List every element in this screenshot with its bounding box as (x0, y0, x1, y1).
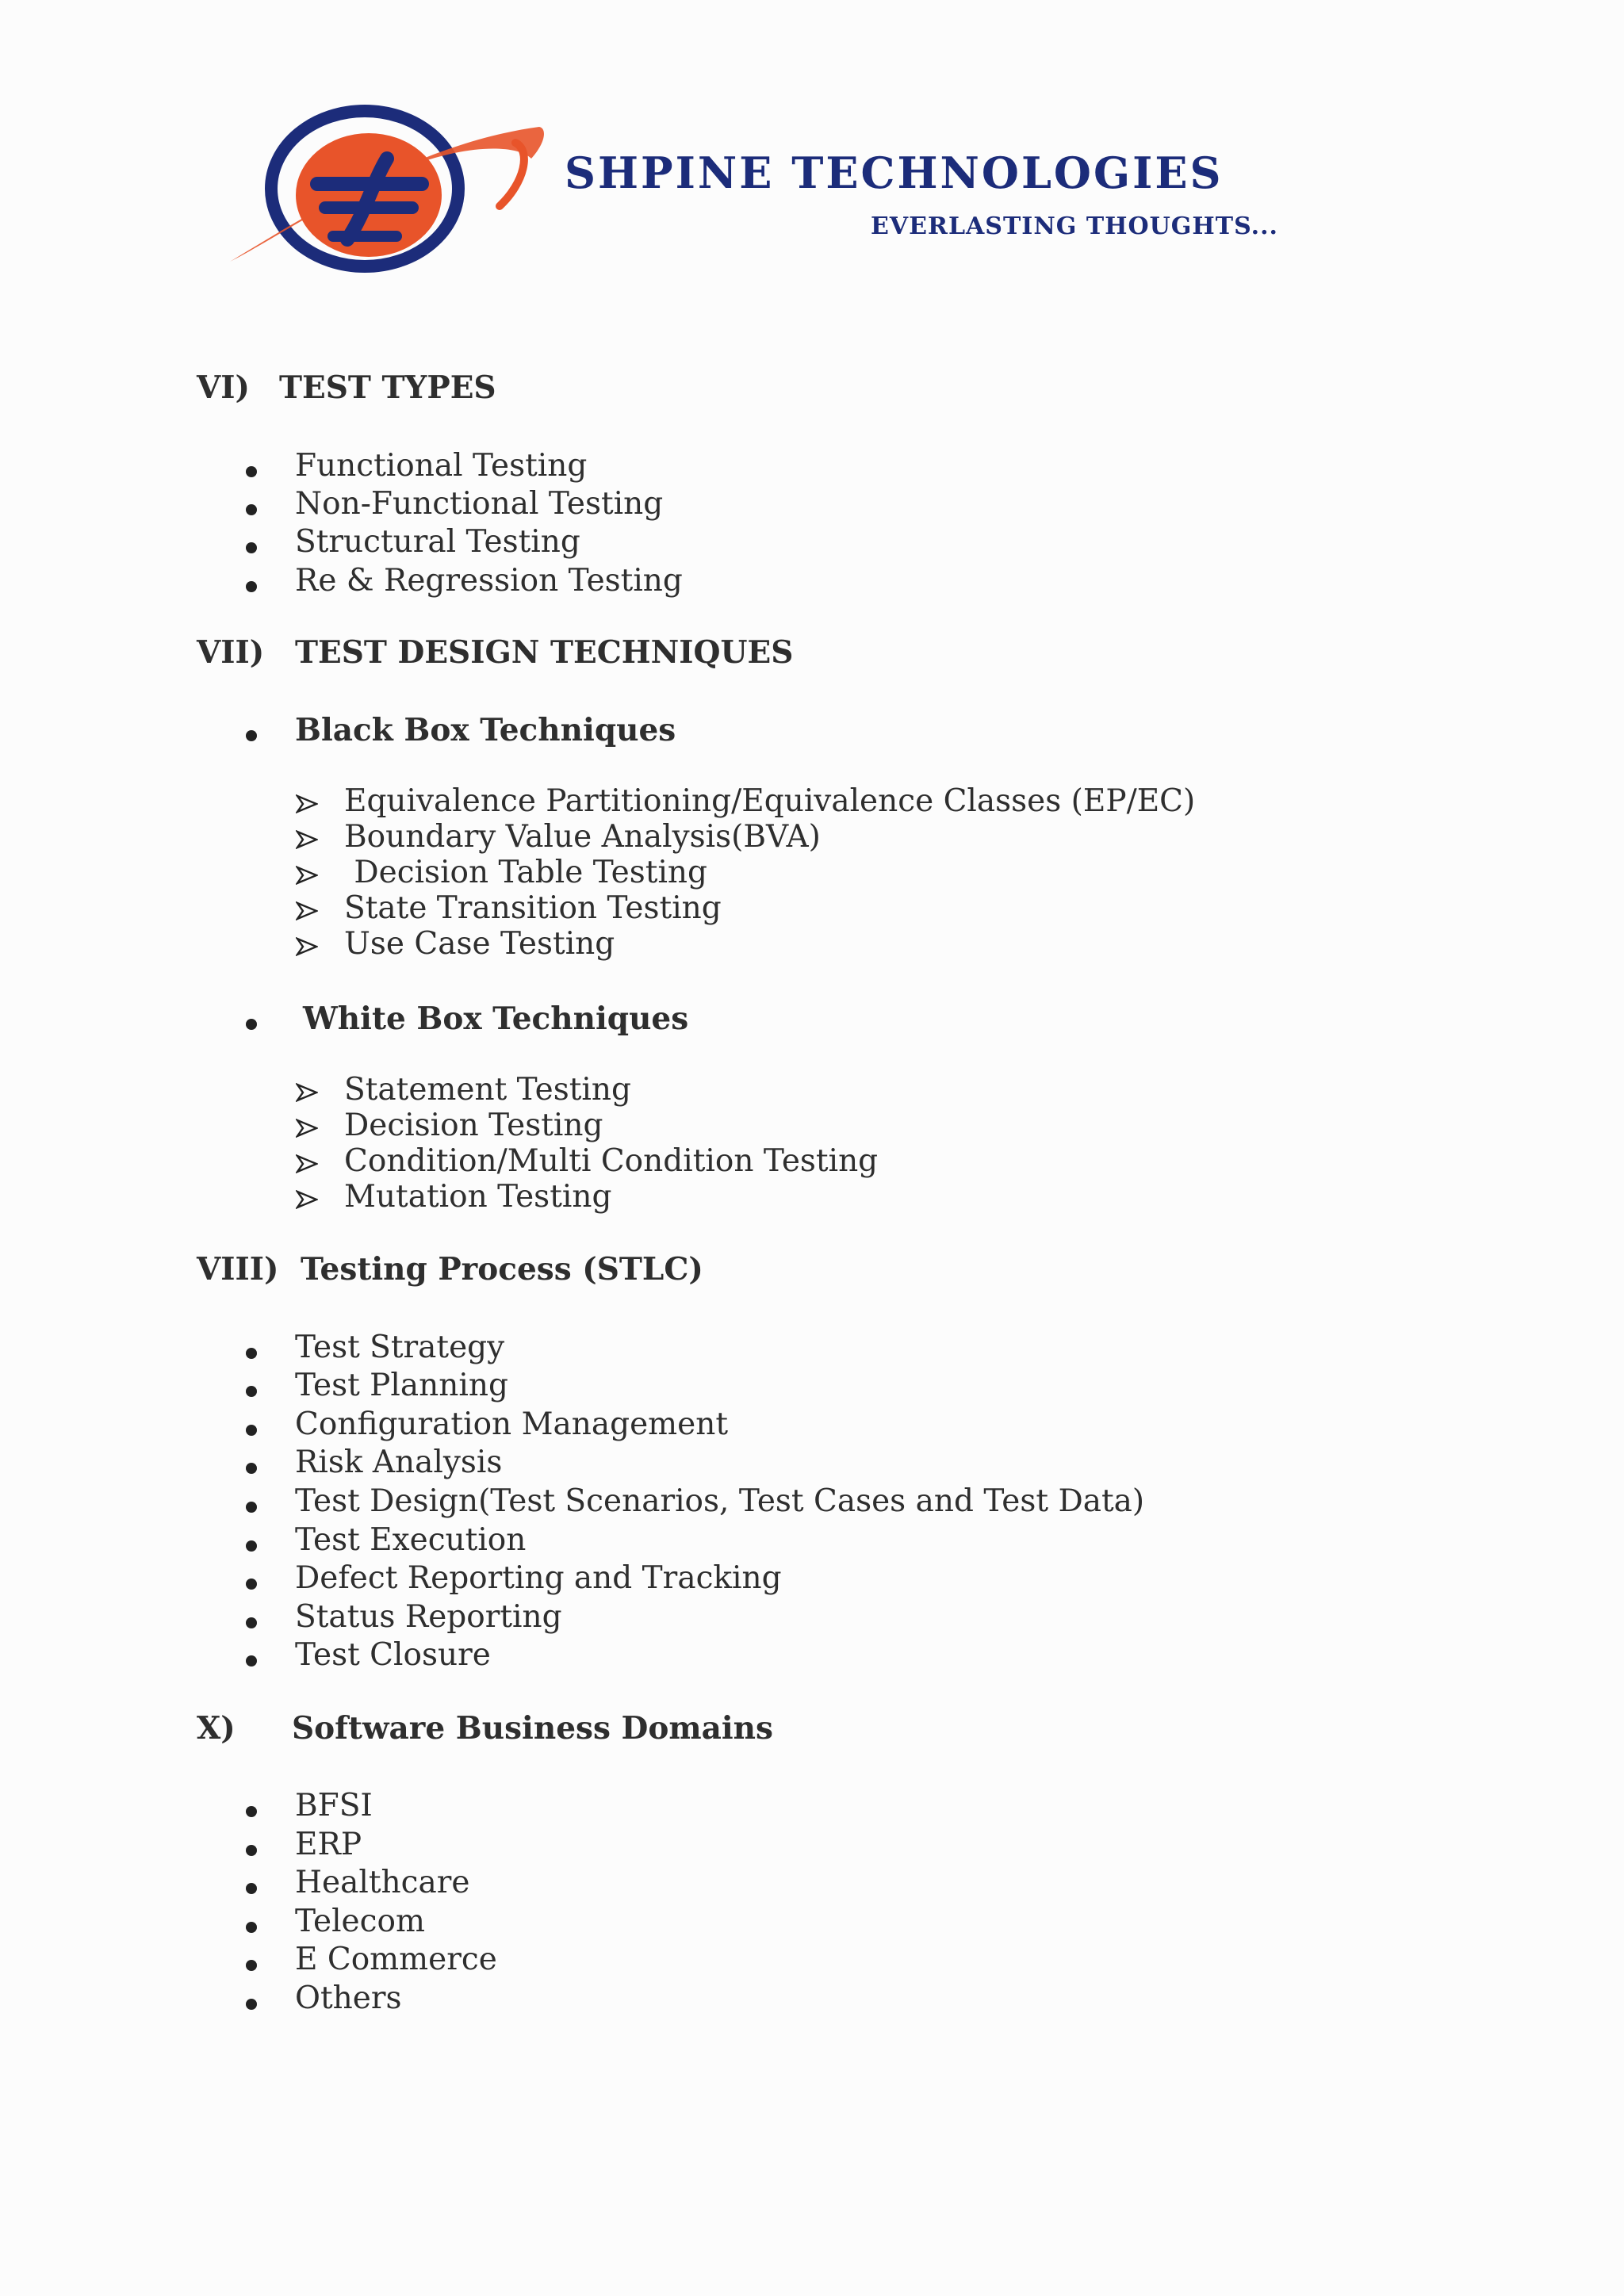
list-item-text: State Transition Testing (344, 890, 722, 926)
list-item-text: Test Closure (295, 1637, 491, 1673)
section-title: TEST DESIGN TECHNIQUES (295, 634, 794, 671)
bullet-icon (246, 1540, 257, 1552)
list-item-text: E Commerce (295, 1942, 497, 1977)
bullet-icon (246, 1655, 257, 1667)
list-item-text: Others (295, 1980, 402, 2016)
section-number: X) (197, 1710, 236, 1747)
arrowhead-bullet-icon (296, 866, 318, 885)
list-item-text: Statement Testing (344, 1072, 631, 1108)
bullet-icon (246, 542, 257, 553)
list-item-text: Healthcare (295, 1865, 470, 1900)
bullet-icon (246, 1922, 257, 1933)
bullet-icon (246, 1960, 257, 1971)
arrowhead-bullet-icon (296, 901, 318, 920)
bullet-icon (246, 581, 257, 592)
section-title: TEST TYPES (279, 369, 496, 406)
list-item-text: Mutation Testing (344, 1179, 612, 1215)
list-item-text: Boundary Value Analysis(BVA) (344, 819, 821, 855)
list-item-text: Structural Testing (295, 524, 580, 560)
list-item-text: Functional Testing (295, 448, 588, 484)
list-item-text: Test Strategy (295, 1330, 505, 1365)
arrowhead-bullet-icon (296, 937, 318, 956)
list-item-text: Decision Table Testing (344, 855, 708, 890)
section-title: Software Business Domains (292, 1710, 773, 1747)
section-heading-test-types (197, 369, 496, 406)
bullet-icon (246, 1425, 257, 1436)
arrowhead-bullet-icon (296, 1083, 318, 1102)
list-item-text: Telecom (295, 1904, 425, 1939)
bullet-icon (246, 1386, 257, 1397)
subsection-title: Black Box Techniques (295, 712, 676, 748)
bullet-icon (246, 1845, 257, 1856)
arrowhead-bullet-icon (296, 1190, 318, 1209)
list-item-text: Defect Reporting and Tracking (295, 1560, 782, 1596)
bullet-icon (246, 1999, 257, 2010)
list-item-text: Decision Testing (344, 1108, 603, 1143)
list-item-text: Non-Functional Testing (295, 486, 664, 522)
list-item-text: Re & Regression Testing (295, 563, 683, 599)
list-item-text: Risk Analysis (295, 1445, 503, 1480)
list-item-text: Equivalence Partitioning/Equivalence Classes (EP/EC) (344, 783, 1196, 819)
arrowhead-bullet-icon (296, 1119, 318, 1138)
company-tagline: EVERLASTING THOUGHTS... (871, 212, 1279, 240)
list-item-text: Test Execution (295, 1522, 527, 1558)
bullet-icon (246, 466, 257, 477)
bullet-icon (246, 1502, 257, 1513)
arrowhead-bullet-icon (296, 830, 318, 849)
arrowhead-bullet-icon (296, 1154, 318, 1173)
company-name: SHPINE TECHNOLOGIES (565, 147, 1224, 198)
arrowhead-bullet-icon (296, 794, 318, 813)
section-number: VIII) (197, 1251, 279, 1288)
bullet-icon (246, 1019, 257, 1030)
list-item-text: Test Design(Test Scenarios, Test Cases and Test Data) (295, 1483, 1145, 1519)
list-item-text: Condition/Multi Condition Testing (344, 1143, 879, 1179)
section-number: VII) (197, 634, 265, 671)
subsection-title: White Box Techniques (303, 1001, 689, 1037)
bullet-icon (246, 730, 257, 741)
list-item-text: BFSI (295, 1788, 373, 1823)
section-heading-testing-process (197, 1251, 703, 1288)
list-item-text: Test Planning (295, 1368, 508, 1403)
list-item-text: Status Reporting (295, 1599, 562, 1635)
bullet-icon (246, 1617, 257, 1628)
list-item-text: Use Case Testing (344, 926, 615, 962)
bullet-icon (246, 1348, 257, 1359)
section-title: Testing Process (STLC) (301, 1251, 703, 1288)
bullet-icon (246, 1463, 257, 1474)
bullet-icon (246, 1883, 257, 1894)
section-heading-test-design (197, 634, 794, 671)
bullet-icon (246, 1578, 257, 1590)
bullet-icon (246, 1806, 257, 1817)
letterhead (214, 95, 1324, 277)
section-heading-business-domains (197, 1710, 773, 1747)
shpine-logo-icon (214, 95, 555, 277)
bullet-icon (246, 504, 257, 515)
list-item-text: ERP (295, 1827, 362, 1862)
list-item-text: Configuration Management (295, 1406, 729, 1442)
section-number: VI) (197, 369, 250, 406)
